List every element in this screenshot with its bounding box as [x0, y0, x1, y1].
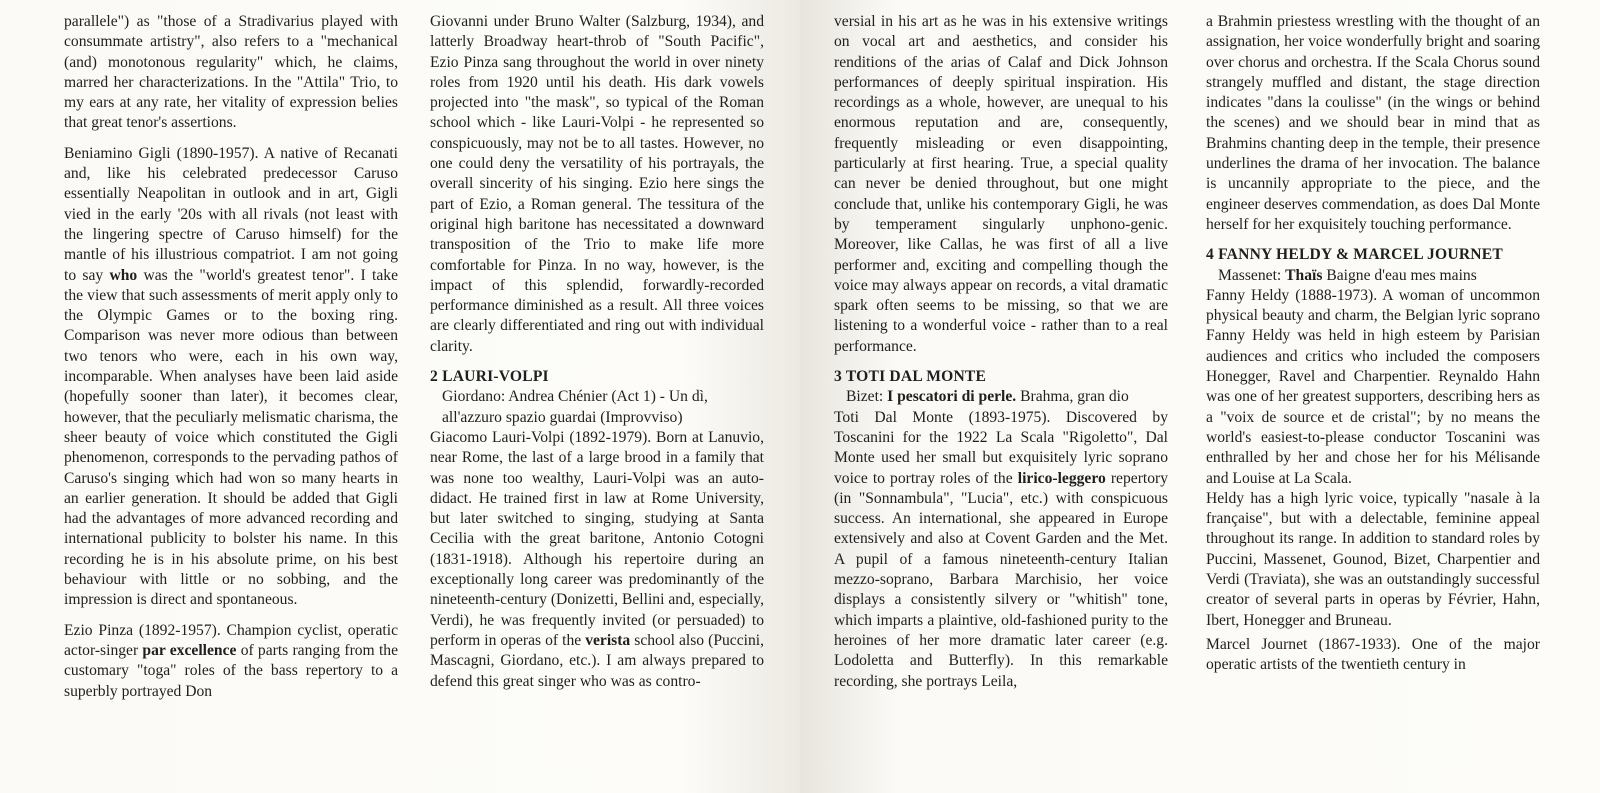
track-subtitle-chenier: Giordano: Andrea Chénier (Act 1) - Un dì, all'azzuro spazio guardai (Improvviso): [442, 388, 708, 426]
section-heading-heldy-journet: 4 FANNY HELDY & MARCEL JOURNET: [1206, 246, 1503, 264]
paragraph-lauri-volpi: Giacomo Lauri-Volpi (1892-1979). Born at Lanuvio, near Rome, the last of a large brood in a family that was none too wealthy, Lauri-Volpi was an auto-didact. He trained first in law at Rome University, but later switched to singing, studying at Santa Cecilia with the great baritone, Antonio Cotogni (1831-1918). Although his repertoire during an exceptionally long career was predominantly of the nineteenth-century (Donizetti, Bellini and, especially, Verdi), he was frequently invited (or persuaded) to perform in operas of the verista school also (Puccini, Mascagni, Giordano, etc.). I am always prepared to defend this great singer who was as contro-: [430, 428, 764, 690]
paragraph-gigli: Beniamino Gigli (1890-1957). A native of Recanati and, like his celebrated predecessor Caruso essentially Neapolitan in outlook and in art, Gigli vied in the early '20s with all rivals (not least with the lingering spectre of Caruso himself) for the mantle of his illustrious compatriot. I am not going to say who was the "world's greatest tenor". I take the view that such assessments of merit apply only to the Olympic Games or to the boxing ring. Comparison was never more odious than between two tenors who were, each in his own way, incomparable. When analyses have been laid aside (hopefully sooner than later), it becomes clear, however, that the peculiarly melismatic charisma, the sheer beauty of voice which constituted the Gigli phenomenon, corresponds to the pervading pathos of Caruso's singing which had won so many hearts in an earlier generation. It should be added that Gigli had the advantages of more advanced recording and international publicity to bolster his name. In this recording he is in his absolute prime, on his best behaviour with little or no sobbing, and the impression is direct and spontaneous.: [64, 144, 398, 609]
column-3: [834, 12, 1168, 692]
emphasis-lirico-leggero: lirico-leggero: [1017, 469, 1106, 487]
paragraph-dal-monte-cont: a Brahmin priestess wrestling with the thought of an assignation, her voice wonderfully bright and soaring over chorus and orchestra. If the Scala Chorus sound strangely muffled and distant, the stage direction indicates "dans la coulisse" (in the wings or behind the scenes) and we should bear in mind that as Brahmins chanting deep in the temple, their presence underlines the drama of her invocation. The balance is uncannily appropriate to the piece, and the engineer deserves commendation, as does Dal Monte herself for her exquisitely touching performance.: [1206, 13, 1540, 233]
section-heading-dal-monte: 3 TOTI DAL MONTE: [834, 368, 987, 386]
paragraph-stradivarius: parallele") as "those of a Stradivarius played with consummate artistry", also refers to a "mechanical (and) monotonous regularity" which, he claims, marred her characterizations. In the "Attila" Trio, to my ears at any rate, her vitality of expression belies that great tenor's assertions.: [64, 13, 398, 132]
paragraph-dal-monte: Toti Dal Monte (1893-1975). Discovered by Toscanini for the 1922 La Scala "Rigoletto", Dal Monte used her small but exquisitely lyric soprano voice to portray roles of the lirico-leggero repertory (in "Sonnambula", "Lucia", etc.) with conspicuous success. An international, she appeared in Europe extensively and also at Covent Garden and the Met. A pupil of a famous nineteenth-century Italian mezzo-soprano, Barbara Marchisio, her voice displays a consistently silvery or "whitish" tone, which imparts a plaintive, old-fashioned purity to the heroines of her more dramatic later career (e.g. Lodoletta and Butterfly). In this remarkable recording, she portrays Leila,: [834, 408, 1169, 690]
paragraph-pinza-intro: Ezio Pinza (1892-1957). Champion cyclist, operatic actor-singer par excellence of parts ranging from the customary "toga" roles of the bass repertory to a superbly portrayed Don: [64, 621, 398, 700]
column-1: [64, 12, 398, 702]
paragraph-heldy: Fanny Heldy (1888-1973). A woman of uncommon physical beauty and charm, the Belgian lyric soprano Fanny Heldy was held in high esteem by Parisian audiences and critics who included the composers Honegger, Ravel and Charpentier. Reynaldo Hahn was one of her greatest supporters, describing hers as a "voix de source et de cristal"; by no means the world's easiest-to-please conductor Toscanini was enthralled by her and chose her for his Mélisande and Louise at La Scala.: [1206, 286, 1540, 487]
column-4: [1206, 12, 1540, 676]
section-heading-lauri-volpi: 2 LAURI-VOLPI: [430, 368, 549, 386]
paragraph-pinza: Giovanni under Bruno Walter (Salzburg, 1934), and latterly Broadway heart-throb of "South Pacific", Ezio Pinza sang throughout the world in over ninety roles from 1920 until his death. His dark vowels projected into "the mask", so typical of the Roman school which - like Lauri-Volpi - he represented so conspicuously, may not be to all tastes. However, no one could deny the versatility of his portrayals, the overall sincerity of his singing. Ezio here sings the part of Ezio, a Roman general. The tessitura of the original high baritone has necessitated a downward transposition of the Trio to make life more comfortable for Pinza. In no way, however, is the impact of this splendid, forwardly-recorded performance diminished as a result. All three voices are clearly differentiated and ring out with individual clarity.: [430, 13, 764, 355]
track-subtitle-thais: Massenet: Thaïs Baigne d'eau mes mains: [1218, 266, 1477, 284]
emphasis-verista: verista: [585, 631, 631, 649]
track-subtitle-pescatori: Bizet: I pescatori di perle. Brahma, gran dio: [846, 388, 1129, 406]
paragraph-journet: Marcel Journet (1867-1933). One of the major operatic artists of the twentieth century in: [1206, 635, 1540, 674]
paragraph-lauri-volpi-cont: versial in his art as he was in his extensive writings on vocal art and aesthetics, and consider his renditions of the arias of Calaf and Dick Johnson performances of deeply spiritual inspiration. His recordings as a whole, however, are unequal to his enormous reputation and are, consequently, frequently misleading or even disappointing, particularly at first hearing. True, a special quality can never be denied throughout, but one might conclude that, unlike his contemporary Gigli, he was by temperament singularly unphono-genic. Moreover, like Callas, he was first of all a live performer and, exciting and compelling though the voice may always appear on records, a vital dramatic spark often seems to be missing, so that we are listening to a wonderful voice - rather than to a real performance.: [834, 13, 1168, 355]
column-2: [430, 12, 764, 692]
paragraph-heldy-voice: Heldy has a high lyric voice, typically "nasale à la française", but with a delectable, feminine appeal throughout its range. In addition to standard roles by Puccini, Massenet, Gounod, Bizet, Charpentier and Verdi (Traviata), she was an outstandingly successful creator of several parts in operas by Février, Hahn, Ibert, Honegger and Bruneau.: [1206, 489, 1540, 629]
emphasis-who: who: [109, 266, 138, 284]
emphasis-par-excellence: par excellence: [142, 641, 237, 659]
